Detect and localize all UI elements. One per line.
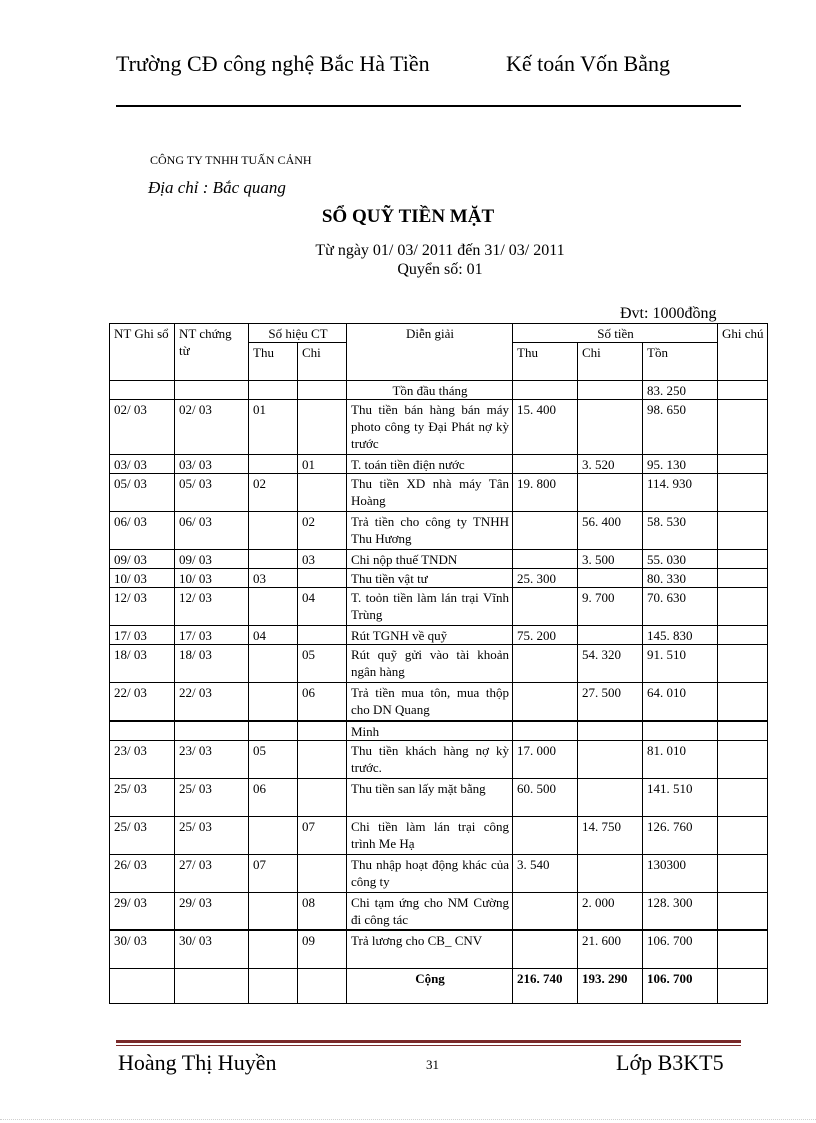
cell-ct-chi — [298, 721, 347, 741]
footer-author: Hoàng Thị Huyền — [118, 1050, 277, 1075]
cell-thu — [513, 721, 578, 741]
cell-nt-chung-tu: 23/ 03 — [175, 740, 249, 778]
col-so-tien: Số tiền — [513, 324, 718, 343]
cell-chi: 56. 400 — [578, 512, 643, 550]
cell-ghi-chu — [718, 550, 768, 569]
cell-nt-ghi-so: 02/ 03 — [110, 400, 175, 455]
cell-nt-chung-tu: 29/ 03 — [175, 892, 249, 930]
col-so-hieu-ct: Số hiệu CT — [249, 324, 347, 343]
cell-ct-thu: 05 — [249, 740, 298, 778]
cell-ton: 55. 030 — [643, 550, 718, 569]
cell-ton: 128. 300 — [643, 892, 718, 930]
document-period — [0, 241, 816, 279]
col-dien-giai: Diễn giải — [347, 324, 513, 381]
table-row — [110, 930, 768, 968]
cell-nt-chung-tu: 25/ 03 — [175, 816, 249, 854]
cell-ghi-chu — [718, 455, 768, 474]
cell-thu — [513, 512, 578, 550]
cell-dien-giai: Chi tạm ứng cho NM Cường đi công tác — [347, 892, 513, 930]
cell-ton: 91. 510 — [643, 645, 718, 683]
table-row — [110, 512, 768, 550]
cell-nt-chung-tu: 05/ 03 — [175, 474, 249, 512]
cell-dien-giai: Trả tiền cho công ty TNHH Thu Hương — [347, 512, 513, 550]
cell-dien-giai: Trả tiền mua tôn, mua thộp cho DN Quang — [347, 683, 513, 721]
table-row — [110, 588, 768, 626]
cell-nt-ghi-so: 25/ 03 — [110, 778, 175, 816]
table-row — [110, 854, 768, 892]
cell-dien-giai: Thu tiền san lấy mặt bằng — [347, 778, 513, 816]
cell-nt-chung-tu: 10/ 03 — [175, 569, 249, 588]
cell-ghi-chu — [718, 816, 768, 854]
total-thu: 216. 740 — [513, 968, 578, 1003]
col-nt-ghi-so: NT Ghi sổ — [110, 324, 175, 381]
cell-nt-chung-tu: 12/ 03 — [175, 588, 249, 626]
cell-ghi-chu — [718, 930, 768, 968]
cell-ct-thu — [249, 512, 298, 550]
cell-ct-chi: 05 — [298, 645, 347, 683]
header-rule — [116, 105, 741, 107]
cell-ct-thu — [249, 721, 298, 741]
table-row — [110, 816, 768, 854]
cell-dien-giai: Thu tiền khách hàng nợ kỳ trước. — [347, 740, 513, 778]
table-row — [110, 683, 768, 721]
page-edge — [0, 1119, 816, 1120]
cell-thu — [513, 381, 578, 400]
cell-ghi-chu — [718, 740, 768, 778]
cell-ct-thu: 07 — [249, 854, 298, 892]
col-tien-chi: Chi — [578, 343, 643, 381]
cell-thu: 17. 000 — [513, 740, 578, 778]
header-subject: Kế toán Vốn Bằng — [506, 51, 670, 76]
cell-chi — [578, 474, 643, 512]
cell-ct-chi: 01 — [298, 455, 347, 474]
cell-dien-giai: Trả lương cho CB_ CNV — [347, 930, 513, 968]
cell-ct-thu — [249, 550, 298, 569]
page-number: 31 — [426, 1057, 439, 1072]
cell-nt-chung-tu: 18/ 03 — [175, 645, 249, 683]
table-row — [110, 721, 768, 741]
cell-ct-thu — [249, 645, 298, 683]
cell-thu: 19. 800 — [513, 474, 578, 512]
cell-ct-chi — [298, 778, 347, 816]
cell-ct-thu: 06 — [249, 778, 298, 816]
cell-chi: 3. 500 — [578, 550, 643, 569]
cell-ghi-chu — [718, 381, 768, 400]
cell-ghi-chu — [718, 683, 768, 721]
cell-dien-giai: Tồn đầu tháng — [347, 381, 513, 400]
cell-chi: 3. 520 — [578, 455, 643, 474]
cell-nt-ghi-so: 29/ 03 — [110, 892, 175, 930]
cell-dien-giai: Rút quỹ gửi vào tài khoản ngân hàng — [347, 645, 513, 683]
cell-dien-giai: T. toỏn tiền làm lán trại Vĩnh Trùng — [347, 588, 513, 626]
cell-nt-chung-tu: 03/ 03 — [175, 455, 249, 474]
table-row — [110, 455, 768, 474]
cell-ct-chi — [298, 740, 347, 778]
cell-nt-chung-tu — [175, 721, 249, 741]
cell-nt-ghi-so: 12/ 03 — [110, 588, 175, 626]
cell-ct-thu — [249, 816, 298, 854]
cell-thu: 25. 300 — [513, 569, 578, 588]
cell-ton: 141. 510 — [643, 778, 718, 816]
cell-ct-chi — [298, 381, 347, 400]
cell-ct-thu — [249, 381, 298, 400]
total-row — [110, 968, 768, 1003]
footer-rule-thin — [116, 1045, 741, 1046]
cell-thu: 15. 400 — [513, 400, 578, 455]
cell-nt-chung-tu: 25/ 03 — [175, 778, 249, 816]
cell-ct-thu — [249, 930, 298, 968]
cell-thu — [513, 683, 578, 721]
company-address: Địa chỉ : Bắc quang — [148, 178, 286, 197]
cell-chi: 54. 320 — [578, 645, 643, 683]
cell-thu — [513, 550, 578, 569]
cell-nt-ghi-so: 18/ 03 — [110, 645, 175, 683]
cell-dien-giai: Chi nộp thuế TNDN — [347, 550, 513, 569]
header-school: Trường CĐ công nghệ Bắc Hà Tiền — [116, 51, 430, 76]
cell-ct-chi: 06 — [298, 683, 347, 721]
cell-nt-ghi-so: 03/ 03 — [110, 455, 175, 474]
cell-ton: 95. 130 — [643, 455, 718, 474]
cell-chi — [578, 626, 643, 645]
cell-ton: 58. 530 — [643, 512, 718, 550]
cell-chi — [578, 400, 643, 455]
cell-ct-thu — [249, 683, 298, 721]
cell-ghi-chu — [718, 626, 768, 645]
cell-ton: 64. 010 — [643, 683, 718, 721]
cell-ct-thu — [249, 892, 298, 930]
cell-ton: 70. 630 — [643, 588, 718, 626]
cell-ton: 114. 930 — [643, 474, 718, 512]
cash-ledger-table — [109, 323, 768, 1004]
cell-ct-chi — [298, 569, 347, 588]
cell-thu — [513, 930, 578, 968]
table-row — [110, 400, 768, 455]
cell-ghi-chu — [718, 474, 768, 512]
cell-ghi-chu — [718, 892, 768, 930]
cell-ton: 106. 700 — [643, 930, 718, 968]
cell-ct-thu: 02 — [249, 474, 298, 512]
footer-rule — [116, 1040, 741, 1043]
cell-chi — [578, 381, 643, 400]
cell-thu — [513, 455, 578, 474]
unit-label: Đvt: 1000đồng — [620, 305, 717, 322]
cell-thu — [513, 892, 578, 930]
document-title: SỔ QUỸ TIỀN MẶT — [321, 206, 495, 227]
cell-ton: 130300 — [643, 854, 718, 892]
cell-nt-ghi-so: 26/ 03 — [110, 854, 175, 892]
cell-nt-ghi-so: 30/ 03 — [110, 930, 175, 968]
cell-chi — [578, 569, 643, 588]
cell-ct-chi: 04 — [298, 588, 347, 626]
cell-ton: 81. 010 — [643, 740, 718, 778]
cell-nt-ghi-so: 10/ 03 — [110, 569, 175, 588]
col-tien-thu: Thu — [513, 343, 578, 381]
volume-number: Quyển số: 01 — [397, 261, 483, 278]
cell-nt-ghi-so — [110, 381, 175, 400]
cell-thu: 75. 200 — [513, 626, 578, 645]
company-name: CÔNG TY TNHH TUẤN CẢNH — [150, 153, 312, 167]
table-row — [110, 645, 768, 683]
cell-thu: 3. 540 — [513, 854, 578, 892]
cell-chi: 9. 700 — [578, 588, 643, 626]
cell-dien-giai: Rút TGNH về quỹ — [347, 626, 513, 645]
cell-ct-chi: 09 — [298, 930, 347, 968]
cell-ct-chi: 07 — [298, 816, 347, 854]
total-label: Cộng — [347, 968, 513, 1003]
cell-nt-chung-tu: 27/ 03 — [175, 854, 249, 892]
cell-nt-chung-tu: 22/ 03 — [175, 683, 249, 721]
cell-dien-giai: Chi tiền làm lán trại công trình Me Hạ — [347, 816, 513, 854]
cell-nt-chung-tu: 06/ 03 — [175, 512, 249, 550]
cell-ton: 98. 650 — [643, 400, 718, 455]
cell-ton: 83. 250 — [643, 381, 718, 400]
footer-class: Lớp B3KT5 — [616, 1050, 724, 1075]
table-row — [110, 550, 768, 569]
cell-ghi-chu — [718, 721, 768, 741]
cell-dien-giai: T. toán tiền điện nước — [347, 455, 513, 474]
cell-chi: 14. 750 — [578, 816, 643, 854]
col-ton: Tồn — [643, 343, 718, 381]
cell-chi — [578, 854, 643, 892]
cell-chi — [578, 740, 643, 778]
cell-ton: 145. 830 — [643, 626, 718, 645]
col-nt-chung-tu: NT chứng từ — [175, 324, 249, 381]
cell-dien-giai: Minh — [347, 721, 513, 741]
cell-ghi-chu — [718, 400, 768, 455]
cell-nt-ghi-so: 06/ 03 — [110, 512, 175, 550]
cell-nt-chung-tu: 17/ 03 — [175, 626, 249, 645]
cell-ghi-chu — [718, 588, 768, 626]
cell-ct-thu: 01 — [249, 400, 298, 455]
cell-ct-thu: 03 — [249, 569, 298, 588]
cell-chi: 27. 500 — [578, 683, 643, 721]
cell-ct-thu — [249, 455, 298, 474]
col-ghi-chu: Ghi chú — [718, 324, 768, 381]
cell-ct-thu: 04 — [249, 626, 298, 645]
cell-ghi-chu — [718, 569, 768, 588]
table-row — [110, 740, 768, 778]
cell-ton: 126. 760 — [643, 816, 718, 854]
cell-dien-giai: Thu tiền vật tư — [347, 569, 513, 588]
cell-nt-ghi-so: 17/ 03 — [110, 626, 175, 645]
table-row — [110, 778, 768, 816]
cell-ghi-chu — [718, 854, 768, 892]
cell-chi: 21. 600 — [578, 930, 643, 968]
cell-thu — [513, 816, 578, 854]
cell-nt-chung-tu: 30/ 03 — [175, 930, 249, 968]
cell-ton — [643, 721, 718, 741]
cell-nt-ghi-so: 22/ 03 — [110, 683, 175, 721]
cell-ct-chi — [298, 474, 347, 512]
period-range: Từ ngày 01/ 03/ 2011 đến 31/ 03/ 2011 — [315, 242, 565, 259]
cell-dien-giai: Thu nhập hoạt động khác của công ty — [347, 854, 513, 892]
cell-nt-ghi-so: 25/ 03 — [110, 816, 175, 854]
total-chi: 193. 290 — [578, 968, 643, 1003]
cell-nt-ghi-so — [110, 721, 175, 741]
cell-ct-chi — [298, 854, 347, 892]
cell-nt-ghi-so: 09/ 03 — [110, 550, 175, 569]
cell-ct-chi — [298, 400, 347, 455]
cell-ct-chi — [298, 626, 347, 645]
cell-nt-ghi-so: 23/ 03 — [110, 740, 175, 778]
cell-ghi-chu — [718, 512, 768, 550]
table-row — [110, 474, 768, 512]
col-ct-thu: Thu — [249, 343, 298, 381]
cell-thu — [513, 645, 578, 683]
cell-chi — [578, 721, 643, 741]
cell-ton: 80. 330 — [643, 569, 718, 588]
cell-nt-ghi-so: 05/ 03 — [110, 474, 175, 512]
cell-nt-chung-tu — [175, 381, 249, 400]
col-ct-chi: Chi — [298, 343, 347, 381]
table-row — [110, 569, 768, 588]
cell-chi: 2. 000 — [578, 892, 643, 930]
table-row — [110, 892, 768, 930]
cell-ct-chi: 03 — [298, 550, 347, 569]
table-row — [110, 381, 768, 400]
cell-ct-thu — [249, 588, 298, 626]
header-row-1 — [110, 324, 768, 343]
total-ton: 106. 700 — [643, 968, 718, 1003]
cell-dien-giai: Thu tiền XD nhà máy Tân Hoàng — [347, 474, 513, 512]
cell-chi — [578, 778, 643, 816]
cell-ghi-chu — [718, 778, 768, 816]
cell-ct-chi: 08 — [298, 892, 347, 930]
cell-ct-chi: 02 — [298, 512, 347, 550]
cell-thu — [513, 588, 578, 626]
cell-thu: 60. 500 — [513, 778, 578, 816]
cell-ghi-chu — [718, 645, 768, 683]
cell-dien-giai: Thu tiền bán hàng bán máy photo công ty Đại Phát nợ kỳ trước — [347, 400, 513, 455]
cell-nt-chung-tu: 02/ 03 — [175, 400, 249, 455]
table-row — [110, 626, 768, 645]
cell-nt-chung-tu: 09/ 03 — [175, 550, 249, 569]
